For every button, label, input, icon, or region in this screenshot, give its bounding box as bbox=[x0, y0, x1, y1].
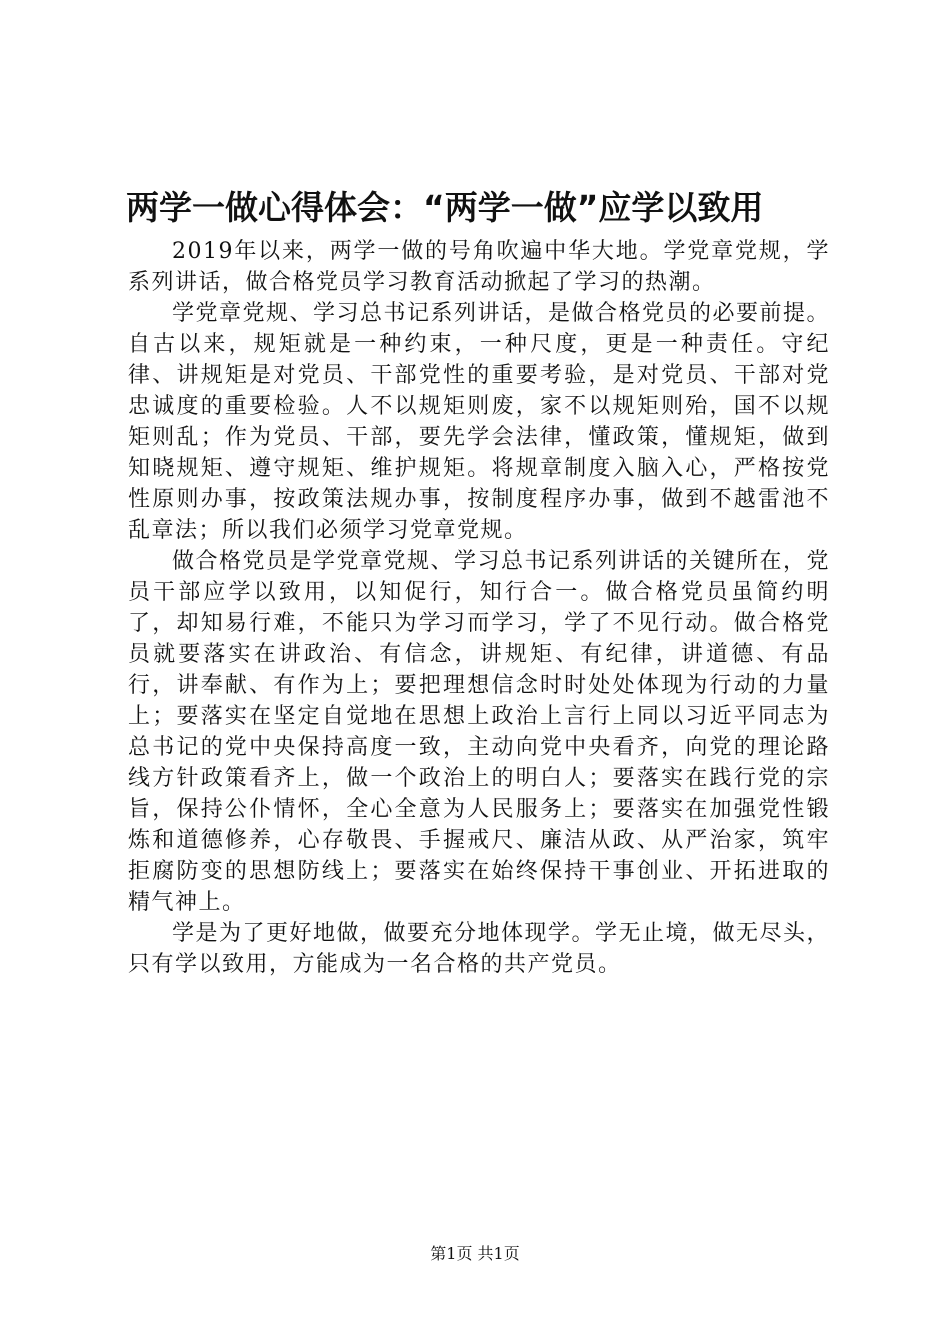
paragraph-1: 2019年以来，两学一做的号角吹遍中华大地。学党章党规，学系列讲话，做合格党员学习教育活动掀起了学习的热潮。 bbox=[128, 239, 830, 295]
paragraph-4: 学是为了更好地做，做要充分地体现学。学无止境，做无尽头，只有学以致用，方能成为一名合格的共产党员。 bbox=[128, 921, 831, 977]
paragraph-3: 做合格党员是学党章党规、学习总书记系列讲话的关键所在，党员干部应学以致用，以知促行，知行合一。做合格党员虽简约明了，却知易行难，不能只为学习而学习，学了不见行动。做合格党员就要落实在讲政治、有信念，讲规矩、有纪律，讲道德、有品行，讲奉献、有作为上；要把理想信念时时处处体现为行动的力量上；要落实在坚定自觉地在思想上政治上言行上同以习近平同志为总书记的党中央保持高度一致，主动向党中央看齐，向党的理论路线方针政策看齐上，做一个政治上的明白人；要落实在践行党的宗旨，保持公仆情怀，全心全意为人民服务上；要落实在加强党性锻炼和道德修养，心存敬畏、手握戒尺、廉洁从政、从严治家，筑牢拒腐防变的思想防线上；要落实在始终保持干事创业、开拓进取的精气神上。 bbox=[128, 549, 831, 915]
page-footer: 第1页 共1页 bbox=[430, 1244, 520, 1263]
document-title: 两学一做心得体会：“两学一做”应学以致用 bbox=[126, 188, 764, 227]
paragraph-2: 学党章党规、学习总书记系列讲话，是做合格党员的必要前提。自古以来，规矩就是一种约束，一种尺度，更是一种责任。守纪律、讲规矩是对党员、干部党性的重要考验，是对党员、干部对党忠诚度的重要检验。人不以规矩则废，家不以规矩则殆，国不以规矩则乱；作为党员、干部，要先学会法律，懂政策，懂规矩，做到知晓规矩、遵守规矩、维护规矩。将规章制度入脑入心，严格按党性原则办事，按政策法规办事，按制度程序办事，做到不越雷池不乱章法；所以我们必须学习党章党规。 bbox=[128, 301, 831, 543]
document-body bbox=[128, 236, 830, 980]
